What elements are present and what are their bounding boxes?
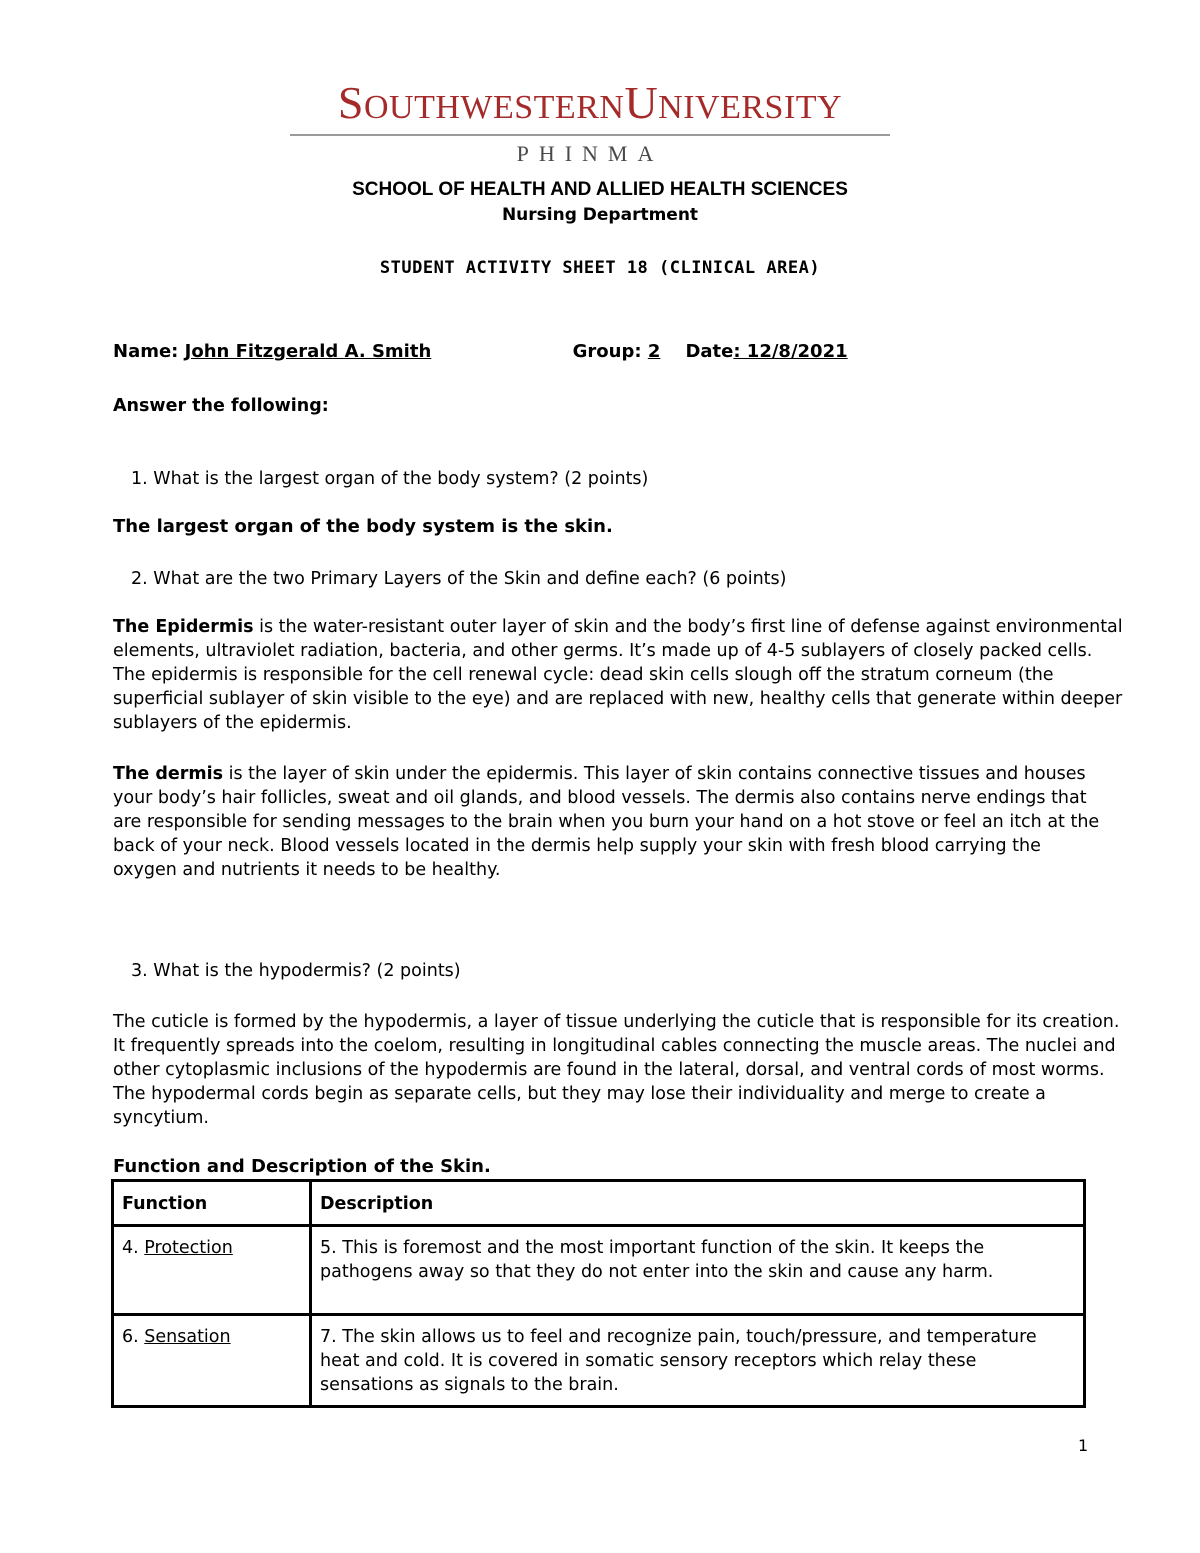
student-info-row <box>113 340 1128 364</box>
function-answer: Protection <box>144 1238 233 1258</box>
logo-divider <box>290 134 890 136</box>
school-title: SCHOOL OF HEALTH AND ALLIED HEALTH SCIENCES <box>352 179 848 200</box>
header-description: Description <box>311 1181 1085 1226</box>
epidermis-term: The Epidermis <box>113 617 254 637</box>
table-row <box>113 1315 1085 1407</box>
group-value: 2 <box>647 341 661 362</box>
function-cell: 6. Sensation <box>113 1315 311 1407</box>
description-cell: 7. The skin allows us to feel and recognize pain, touch/pressure, and temperature heat and cold. It is covered in somatic sensory receptors which relay these sensations as signals to the brain. <box>311 1315 1085 1407</box>
function-description-table <box>111 1179 1086 1408</box>
name-label: Name: <box>113 341 185 362</box>
table-header-row <box>113 1181 1085 1226</box>
function-cell: 4. Protection <box>113 1226 311 1315</box>
department-title: Nursing Department <box>501 205 699 225</box>
answer-2-dermis <box>113 762 1103 882</box>
question-2: 2. What are the two Primary Layers of the Skin and define each? (6 points) <box>131 569 787 589</box>
dermis-term: The dermis <box>113 764 224 784</box>
sheet-title: STUDENT ACTIVITY SHEET 18 (CLINICAL AREA) <box>379 258 821 278</box>
date-label: Date <box>685 341 734 362</box>
page-number: 1 <box>1078 1436 1089 1455</box>
header-function: Function <box>113 1181 311 1226</box>
answer-2-epidermis <box>113 615 1128 735</box>
logo-university-name: SOUTHWESTERNUNIVERSITY <box>337 77 843 128</box>
description-cell: 5. This is foremost and the most important function of the skin. It keeps the pathogens away so that they do not enter into the skin and cause any harm. <box>311 1226 1085 1315</box>
date-value: : 12/8/2021 <box>733 341 848 362</box>
function-answer: Sensation <box>144 1327 231 1347</box>
student-name: John Fitzgerald A. Smith <box>184 341 432 362</box>
answer-3: The cuticle is formed by the hypodermis, a layer of tissue underlying the cuticle that is responsible for its creation. It frequently spreads into the coelom, resulting in longitudinal cables connecting the muscle areas. The nuclei and other cytoplasmic inclusions of the hypodermis are found in the lateral, dorsal, and ventral cords of most worms. The hypodermal cords begin as separate cells, but they may lose their individuality and merge to create a syncytium. <box>113 1012 1120 1128</box>
answer-1: The largest organ of the body system is the skin. <box>113 516 613 537</box>
table-row <box>113 1226 1085 1315</box>
logo-org-name: PHINMA <box>516 141 664 166</box>
instructions: Answer the following: <box>113 396 329 416</box>
group-label: Group: <box>572 341 648 362</box>
question-3: 3. What is the hypodermis? (2 points) <box>131 961 461 981</box>
question-1: 1. What is the largest organ of the body system? (2 points) <box>131 469 649 489</box>
table-title: Function and Description of the Skin. <box>113 1156 491 1177</box>
dermis-definition: is the layer of skin under the epidermis. This layer of skin contains connective tissues and houses your body’s hair follicles, sweat and oil glands, and blood vessels. The dermis also contains nerve endings that are responsible for sending messages to the brain when you burn your hand on a hot stove or feel an itch at the back of your neck. Blood vessels located in the dermis help supply your skin with fresh blood carrying the oxygen and nutrients it needs to be healthy. <box>113 764 1100 880</box>
university-logo <box>290 77 890 166</box>
epidermis-definition: is the water-resistant outer layer of skin and the body’s first line of defense against environmental elements, ultraviolet radiation, bacteria, and other germs. It’s made up of 4-5 sublayers of closely packed cells. The epidermis is responsible for the cell renewal cycle: dead skin cells slough off the stratum corneum (the superficial sublayer of skin visible to the eye) and are replaced with new, healthy cells that generate within deeper sublayers of the epidermis. <box>113 617 1123 733</box>
